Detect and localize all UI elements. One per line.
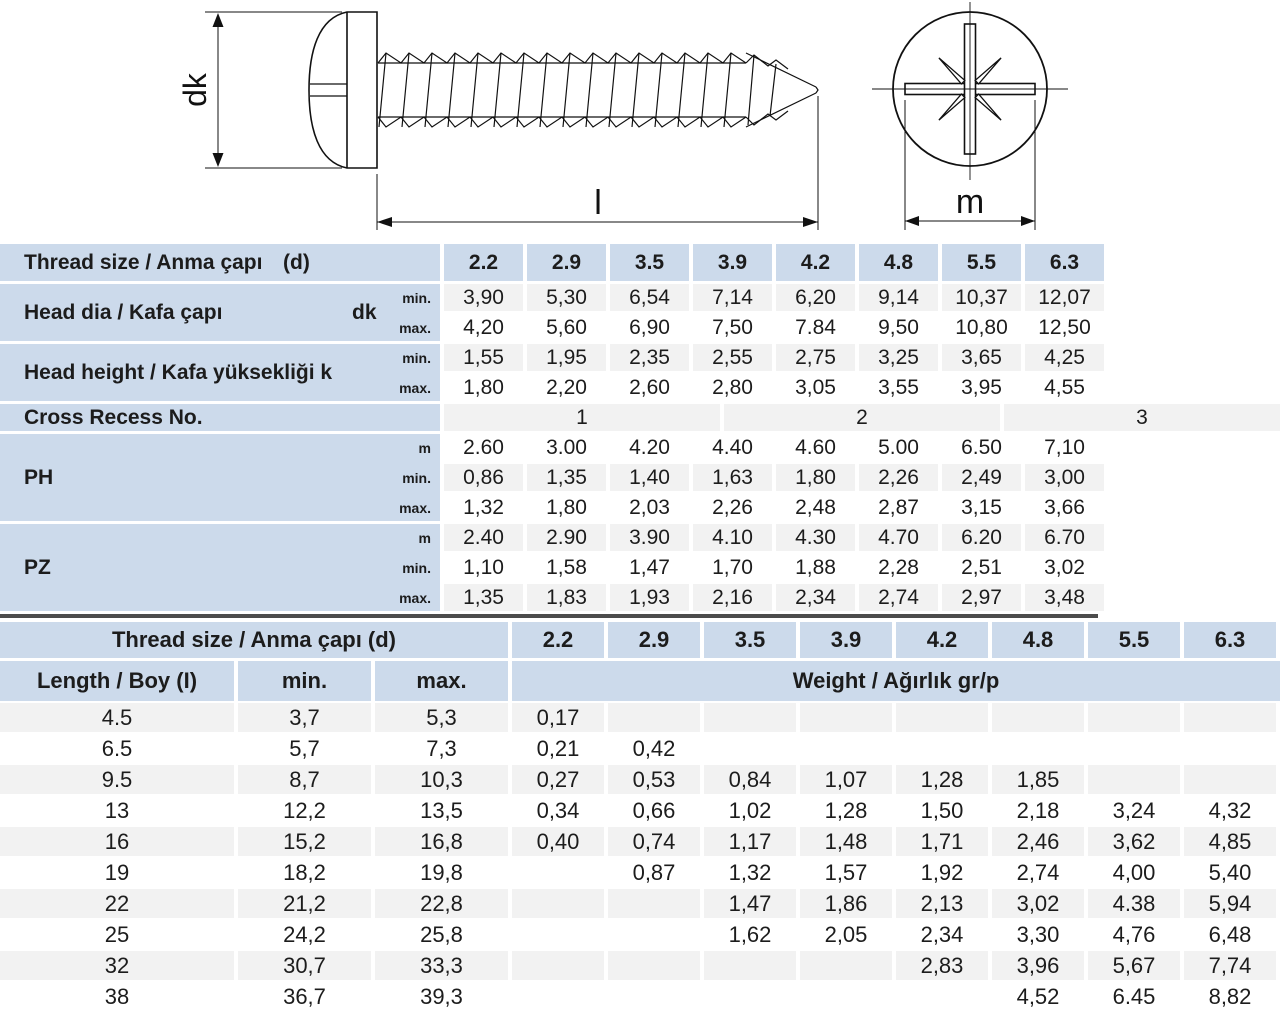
weight-table-row xyxy=(0,734,1280,765)
weight-cell: 1,85 xyxy=(992,765,1084,796)
dim-data-row xyxy=(444,464,1280,491)
dim-cell: 2.90 xyxy=(527,524,606,551)
sub-label: max. xyxy=(399,499,431,516)
max-cell: 16,8 xyxy=(375,827,508,858)
weight-table-row xyxy=(0,765,1280,796)
dim-data-row xyxy=(444,284,1280,311)
weight-cell: 3,24 xyxy=(1088,796,1180,827)
max-cell: 25,8 xyxy=(375,920,508,951)
dim-header-d-symbol: (d) xyxy=(283,250,310,274)
dim-block-label xyxy=(0,524,440,611)
dim-data-row xyxy=(444,434,1280,461)
dim-cell: 1,58 xyxy=(527,554,606,581)
dim-block xyxy=(0,344,1280,401)
dim-cell: 4.30 xyxy=(776,524,855,551)
dim-cell: 1,88 xyxy=(776,554,855,581)
max-cell: 13,5 xyxy=(375,796,508,827)
weight-cell xyxy=(704,982,796,1013)
weight-cell xyxy=(512,889,604,920)
dim-cell: 2,26 xyxy=(693,494,772,521)
dim-data-row xyxy=(444,374,1280,401)
sub-label: m xyxy=(418,529,431,546)
length-cell: 25 xyxy=(0,920,234,951)
dim-cell: 7,14 xyxy=(693,284,772,311)
weight-table-row xyxy=(0,982,1280,1013)
max-cell: 7,3 xyxy=(375,734,508,765)
weight-cell xyxy=(992,734,1084,765)
dim-block-title: PH xyxy=(24,465,54,489)
screw-head xyxy=(309,12,377,168)
weight-cell: 4,00 xyxy=(1088,858,1180,889)
sub-label: m xyxy=(418,439,431,456)
dim-cell: 5,60 xyxy=(527,314,606,341)
sub-labels xyxy=(378,284,440,341)
dim-data-row xyxy=(444,584,1280,611)
center-lines xyxy=(872,2,1068,180)
weight-cell xyxy=(512,920,604,951)
dim-block-title: Head height / Kafa yüksekliği k xyxy=(24,360,333,384)
dim-cell: 5.00 xyxy=(859,434,938,461)
dim-block-title: PZ xyxy=(24,555,51,579)
dim-cell: 6.70 xyxy=(1025,524,1104,551)
min-cell: 30,7 xyxy=(238,951,371,982)
dim-size-header: 3.5 xyxy=(610,244,689,281)
weight-cell xyxy=(608,982,700,1013)
dim-cell: 1,83 xyxy=(527,584,606,611)
sub-label: min. xyxy=(402,469,431,486)
weight-cell xyxy=(1184,734,1276,765)
sub-labels xyxy=(378,434,440,521)
dim-cell: 2,16 xyxy=(693,584,772,611)
dim-block xyxy=(0,284,1280,341)
weight-cell: 2,13 xyxy=(896,889,988,920)
dim-cell: 7.84 xyxy=(776,314,855,341)
weight-header-row2 xyxy=(0,661,1280,701)
dim-cell: 3.90 xyxy=(610,524,689,551)
weight-cell: 0,21 xyxy=(512,734,604,765)
dim-size-header: 2.9 xyxy=(527,244,606,281)
weight-cell xyxy=(1184,703,1276,734)
dim-cell: 3,02 xyxy=(1025,554,1104,581)
dim-header-row xyxy=(0,244,1280,281)
dim-cell: 2,80 xyxy=(693,374,772,401)
weight-cell: 1,28 xyxy=(800,796,892,827)
length-cell: 16 xyxy=(0,827,234,858)
recess-cell: 1 xyxy=(444,404,720,431)
dim-cell: 3.00 xyxy=(527,434,606,461)
dim-cell: 1,80 xyxy=(444,374,523,401)
dim-data-row xyxy=(444,494,1280,521)
min-cell: 12,2 xyxy=(238,796,371,827)
sub-label: min. xyxy=(402,559,431,576)
dim-cell: 12,07 xyxy=(1025,284,1104,311)
weight-cell: 4,32 xyxy=(1184,796,1276,827)
max-cell: 19,8 xyxy=(375,858,508,889)
weight-cell: 7,74 xyxy=(1184,951,1276,982)
dim-cell: 4.20 xyxy=(610,434,689,461)
dim-cell: 3,15 xyxy=(942,494,1021,521)
dim-cell: 6.20 xyxy=(942,524,1021,551)
dim-block-rows xyxy=(444,344,1280,401)
dim-cell: 2.60 xyxy=(444,434,523,461)
weight-header-row1 xyxy=(0,622,1280,658)
dim-block-title: Cross Recess No. xyxy=(24,405,203,429)
weight-cell: 3,62 xyxy=(1088,827,1180,858)
weight-cell: 0,53 xyxy=(608,765,700,796)
weight-cell: 2,18 xyxy=(992,796,1084,827)
dim-cell: 3,66 xyxy=(1025,494,1104,521)
dim-block-rows xyxy=(444,284,1280,341)
min-cell: 36,7 xyxy=(238,982,371,1013)
dim-data-row xyxy=(444,314,1280,341)
weight-cell: 1,57 xyxy=(800,858,892,889)
recess-cell: 3 xyxy=(1004,404,1280,431)
weight-cell: 1,17 xyxy=(704,827,796,858)
dim-size-header: 5.5 xyxy=(942,244,1021,281)
weight-cell xyxy=(800,703,892,734)
sub-labels xyxy=(378,344,440,401)
weight-cell: 3,96 xyxy=(992,951,1084,982)
dim-cell: 4.10 xyxy=(693,524,772,551)
weight-cell: 1,07 xyxy=(800,765,892,796)
dim-cell: 2.40 xyxy=(444,524,523,551)
dim-cell: 2,97 xyxy=(942,584,1021,611)
min-cell: 18,2 xyxy=(238,858,371,889)
weight-cell xyxy=(608,889,700,920)
technical-drawings xyxy=(0,0,1280,242)
max-cell: 10,3 xyxy=(375,765,508,796)
weight-cell xyxy=(512,858,604,889)
weight-size-header: 4.8 xyxy=(992,622,1084,658)
weight-cell: 2,83 xyxy=(896,951,988,982)
weight-cell: 3,30 xyxy=(992,920,1084,951)
dim-block xyxy=(0,434,1280,521)
dim-cell: 2,60 xyxy=(610,374,689,401)
weight-cell: 6.45 xyxy=(1088,982,1180,1013)
dim-cell: 1,70 xyxy=(693,554,772,581)
weight-cell: 2,34 xyxy=(896,920,988,951)
weight-cell: 0,66 xyxy=(608,796,700,827)
weight-cell: 1,62 xyxy=(704,920,796,951)
weight-size-header: 6.3 xyxy=(1184,622,1276,658)
weight-cell: 1,92 xyxy=(896,858,988,889)
min-cell: 5,7 xyxy=(238,734,371,765)
dim-cell: 3,05 xyxy=(776,374,855,401)
dim-block-label xyxy=(0,344,440,401)
weight-table-row xyxy=(0,951,1280,982)
dim-cell: 1,10 xyxy=(444,554,523,581)
weight-cell xyxy=(1088,734,1180,765)
recess-cell: 2 xyxy=(724,404,1000,431)
weight-cell: 1,28 xyxy=(896,765,988,796)
dim-cell: 2,51 xyxy=(942,554,1021,581)
weight-cell xyxy=(800,734,892,765)
dim-cell: 4.70 xyxy=(859,524,938,551)
weight-cell: 2,74 xyxy=(992,858,1084,889)
dim-cell: 0,86 xyxy=(444,464,523,491)
dk-dimension-label: dk xyxy=(177,73,213,107)
weight-cell xyxy=(1088,765,1180,796)
dim-cell: 1,35 xyxy=(444,584,523,611)
weight-cell xyxy=(608,951,700,982)
weight-table xyxy=(0,622,1280,1013)
sub-label: max. xyxy=(399,319,431,336)
dim-block-rows xyxy=(444,404,1280,431)
weight-cell xyxy=(512,951,604,982)
weight-size-header: 3.5 xyxy=(704,622,796,658)
weight-cell: 0,84 xyxy=(704,765,796,796)
weight-cell: 1,32 xyxy=(704,858,796,889)
weight-size-header: 2.2 xyxy=(512,622,604,658)
dim-cell: 3,55 xyxy=(859,374,938,401)
screw-threads xyxy=(378,53,746,127)
screw-head-top-view-drawing xyxy=(872,2,1068,230)
dim-cell: 2,20 xyxy=(527,374,606,401)
weight-size-header: 2.9 xyxy=(608,622,700,658)
dim-block-rows xyxy=(444,434,1280,521)
dim-cell: 6,90 xyxy=(610,314,689,341)
dim-size-header: 3.9 xyxy=(693,244,772,281)
screw-tip xyxy=(746,53,818,127)
sub-label: max. xyxy=(399,589,431,606)
weight-cell xyxy=(800,982,892,1013)
dim-cell: 2,26 xyxy=(859,464,938,491)
dim-data-row xyxy=(444,524,1280,551)
dim-cell: 2,55 xyxy=(693,344,772,371)
dim-cell: 1,32 xyxy=(444,494,523,521)
length-column-header: Length / Boy (I) xyxy=(0,661,234,701)
dim-cell: 2,87 xyxy=(859,494,938,521)
dim-cell: 1,95 xyxy=(527,344,606,371)
weight-cell: 1,71 xyxy=(896,827,988,858)
weight-cell xyxy=(896,703,988,734)
length-cell: 13 xyxy=(0,796,234,827)
max-cell: 22,8 xyxy=(375,889,508,920)
length-cell: 6.5 xyxy=(0,734,234,765)
weight-cell: 1,02 xyxy=(704,796,796,827)
weight-table-row xyxy=(0,796,1280,827)
weight-cell: 0,27 xyxy=(512,765,604,796)
dim-cell: 4,25 xyxy=(1025,344,1104,371)
weight-cell: 4,85 xyxy=(1184,827,1276,858)
dim-size-header: 2.2 xyxy=(444,244,523,281)
weight-cell xyxy=(800,951,892,982)
dim-cell: 7,50 xyxy=(693,314,772,341)
recess-data-row xyxy=(444,404,1280,431)
weight-cell xyxy=(1088,703,1180,734)
dim-cell: 4,55 xyxy=(1025,374,1104,401)
weight-cell: 2,05 xyxy=(800,920,892,951)
dim-cell: 3,25 xyxy=(859,344,938,371)
min-cell: 3,7 xyxy=(238,703,371,734)
sub-label: min. xyxy=(402,349,431,366)
weight-cell xyxy=(512,982,604,1013)
dim-cell: 6.50 xyxy=(942,434,1021,461)
m-dimension-label: m xyxy=(955,183,985,221)
l-dimension-label: l xyxy=(594,184,602,222)
weight-cell: 0,42 xyxy=(608,734,700,765)
min-cell: 15,2 xyxy=(238,827,371,858)
weight-table-row xyxy=(0,858,1280,889)
dim-cell: 12,50 xyxy=(1025,314,1104,341)
dim-block-label xyxy=(0,434,440,521)
dim-cell: 6,54 xyxy=(610,284,689,311)
dim-cell: 1,55 xyxy=(444,344,523,371)
weight-cell xyxy=(704,951,796,982)
min-cell: 8,7 xyxy=(238,765,371,796)
length-cell: 22 xyxy=(0,889,234,920)
dim-header-label-cell xyxy=(0,244,440,281)
screw-side-view-drawing xyxy=(177,12,818,230)
weight-cell: 1,86 xyxy=(800,889,892,920)
weight-cell: 0,40 xyxy=(512,827,604,858)
weight-size-header: 3.9 xyxy=(800,622,892,658)
length-cell: 19 xyxy=(0,858,234,889)
dim-cell: 1,35 xyxy=(527,464,606,491)
weight-cell: 2,46 xyxy=(992,827,1084,858)
weight-cell: 5,94 xyxy=(1184,889,1276,920)
dim-size-header: 6.3 xyxy=(1025,244,1104,281)
dim-cell: 10,80 xyxy=(942,314,1021,341)
weight-column-header: Weight / Ağırlık gr/p xyxy=(512,661,1280,701)
dim-cell: 9,50 xyxy=(859,314,938,341)
dimensions-table xyxy=(0,244,1280,614)
dim-cell: 1,80 xyxy=(527,494,606,521)
sub-labels xyxy=(378,524,440,611)
dim-cell: 9,14 xyxy=(859,284,938,311)
weight-table-row xyxy=(0,920,1280,951)
dim-cell: 2,35 xyxy=(610,344,689,371)
dim-cell: 2,49 xyxy=(942,464,1021,491)
dim-cell: 4.60 xyxy=(776,434,855,461)
dim-cell: 7,10 xyxy=(1025,434,1104,461)
dim-cell: 4.40 xyxy=(693,434,772,461)
weight-cell: 0,74 xyxy=(608,827,700,858)
dim-cell: 3,00 xyxy=(1025,464,1104,491)
dim-cell: 6,20 xyxy=(776,284,855,311)
weight-table-row xyxy=(0,827,1280,858)
dim-cell: 2,34 xyxy=(776,584,855,611)
weight-cell: 6,48 xyxy=(1184,920,1276,951)
weight-cell xyxy=(896,982,988,1013)
weight-cell: 4,52 xyxy=(992,982,1084,1013)
dim-cell: 5,30 xyxy=(527,284,606,311)
dim-block-rows xyxy=(444,524,1280,611)
dim-cell: 1,47 xyxy=(610,554,689,581)
weight-header-title: Thread size / Anma çapı (d) xyxy=(0,622,508,658)
dim-block-label xyxy=(0,404,440,431)
length-cell: 38 xyxy=(0,982,234,1013)
dim-cell: 3,48 xyxy=(1025,584,1104,611)
weight-cell: 4.38 xyxy=(1088,889,1180,920)
dim-cell: 3,95 xyxy=(942,374,1021,401)
dim-block-label xyxy=(0,284,440,341)
dim-size-header: 4.2 xyxy=(776,244,855,281)
length-cell: 4.5 xyxy=(0,703,234,734)
dim-block-title: Head dia / Kafa çapı xyxy=(24,300,223,324)
weight-cell: 0,87 xyxy=(608,858,700,889)
weight-cell: 4,76 xyxy=(1088,920,1180,951)
sub-label: min. xyxy=(402,289,431,306)
weight-cell: 0,34 xyxy=(512,796,604,827)
dim-cell: 2,03 xyxy=(610,494,689,521)
weight-cell: 5,40 xyxy=(1184,858,1276,889)
weight-cell xyxy=(896,734,988,765)
weight-cell xyxy=(704,734,796,765)
dim-cell: 2,74 xyxy=(859,584,938,611)
weight-size-header: 4.2 xyxy=(896,622,988,658)
dim-cell: 10,37 xyxy=(942,284,1021,311)
weight-cell xyxy=(608,703,700,734)
weight-cell xyxy=(992,703,1084,734)
max-cell: 39,3 xyxy=(375,982,508,1013)
dim-cell: 1,63 xyxy=(693,464,772,491)
dim-block xyxy=(0,404,1280,431)
min-cell: 21,2 xyxy=(238,889,371,920)
dim-cell: 1,80 xyxy=(776,464,855,491)
weight-cell: 0,17 xyxy=(512,703,604,734)
weight-cell: 8,82 xyxy=(1184,982,1276,1013)
weight-cell: 5,67 xyxy=(1088,951,1180,982)
weight-table-row xyxy=(0,889,1280,920)
min-cell: 24,2 xyxy=(238,920,371,951)
weight-table-row xyxy=(0,703,1280,734)
weight-cell: 1,48 xyxy=(800,827,892,858)
weight-cell: 1,47 xyxy=(704,889,796,920)
dim-size-header: 4.8 xyxy=(859,244,938,281)
weight-cell xyxy=(608,920,700,951)
table-separator xyxy=(0,614,1098,618)
max-column-header: max. xyxy=(375,661,508,701)
weight-cell xyxy=(1184,765,1276,796)
weight-cell xyxy=(704,703,796,734)
weight-cell: 3,02 xyxy=(992,889,1084,920)
dim-cell: 4,20 xyxy=(444,314,523,341)
dim-data-row xyxy=(444,554,1280,581)
dim-block-symbol: dk xyxy=(352,300,377,324)
dim-block xyxy=(0,524,1280,611)
dim-cell: 1,93 xyxy=(610,584,689,611)
dim-cell: 2,48 xyxy=(776,494,855,521)
dim-cell: 3,65 xyxy=(942,344,1021,371)
dim-cell: 2,75 xyxy=(776,344,855,371)
dim-cell: 3,90 xyxy=(444,284,523,311)
weight-cell: 1,50 xyxy=(896,796,988,827)
weight-size-header: 5.5 xyxy=(1088,622,1180,658)
dim-header-title: Thread size / Anma çapı xyxy=(24,250,263,274)
dim-cell: 2,28 xyxy=(859,554,938,581)
max-cell: 5,3 xyxy=(375,703,508,734)
dim-cell: 1,40 xyxy=(610,464,689,491)
length-cell: 32 xyxy=(0,951,234,982)
sub-label: max. xyxy=(399,379,431,396)
dim-data-row xyxy=(444,344,1280,371)
max-cell: 33,3 xyxy=(375,951,508,982)
length-cell: 9.5 xyxy=(0,765,234,796)
min-column-header: min. xyxy=(238,661,371,701)
